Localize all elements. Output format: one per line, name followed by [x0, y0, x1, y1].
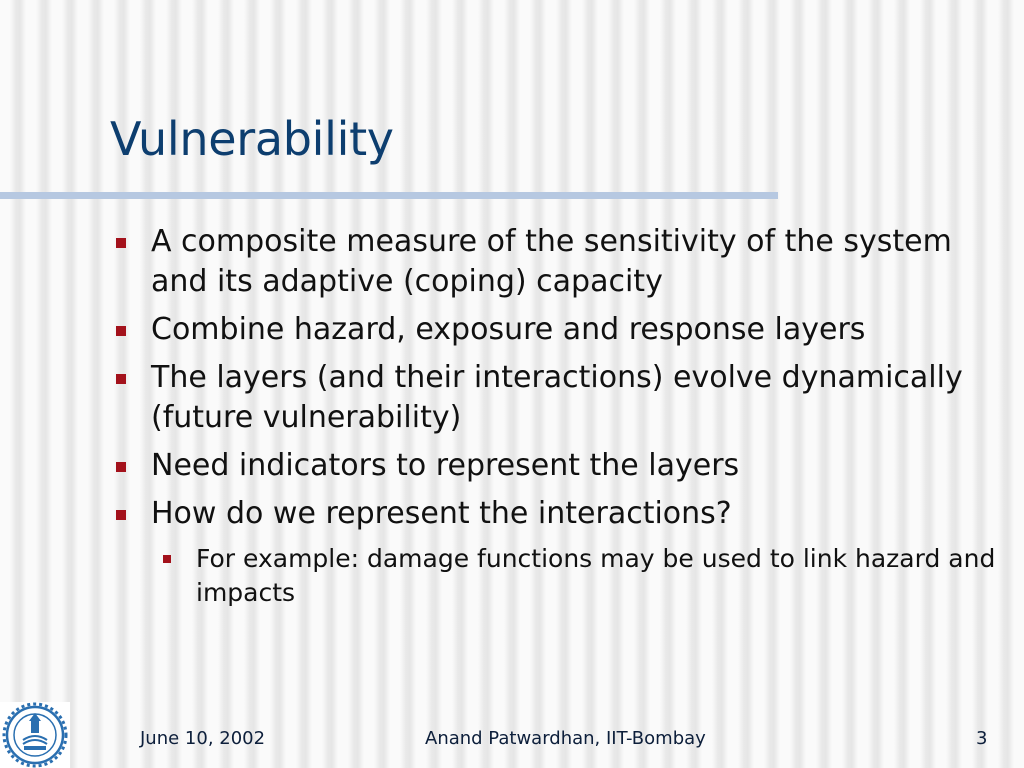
bullet-list [116, 222, 996, 610]
bullet-text: How do we represent the interactions? [151, 496, 732, 531]
bullet-text: Combine hazard, exposure and response layers [151, 312, 866, 347]
bullet-text: The layers (and their interactions) evolve dynamically (future vulnerability) [151, 360, 963, 435]
title-divider [0, 192, 778, 199]
bullet-item [116, 446, 996, 486]
bullet-item [116, 494, 996, 534]
bullet-text: Need indicators to represent the layers [151, 448, 740, 483]
bullet-marker-icon [116, 326, 126, 336]
slide-title: Vulnerability [110, 112, 394, 166]
bullet-item [116, 358, 996, 438]
bullet-text: A composite measure of the sensitivity of the system and its adaptive (coping) capacity [151, 224, 952, 299]
sub-bullet-item [163, 542, 996, 610]
bullet-marker-icon [116, 238, 126, 248]
bullet-marker-icon [116, 510, 126, 520]
footer-author: Anand Patwardhan, IIT-Bombay [425, 728, 706, 749]
sub-bullet-marker-icon [163, 555, 171, 563]
bullet-item [116, 222, 996, 302]
bullet-marker-icon [116, 374, 126, 384]
iit-bombay-logo-icon [0, 702, 70, 768]
slide-number: 3 [976, 728, 988, 749]
sub-bullet-text: For example: damage functions may be used to link hazard and impacts [196, 544, 996, 607]
bullet-item [116, 310, 996, 350]
footer-date: June 10, 2002 [140, 728, 266, 749]
bullet-marker-icon [116, 462, 126, 472]
